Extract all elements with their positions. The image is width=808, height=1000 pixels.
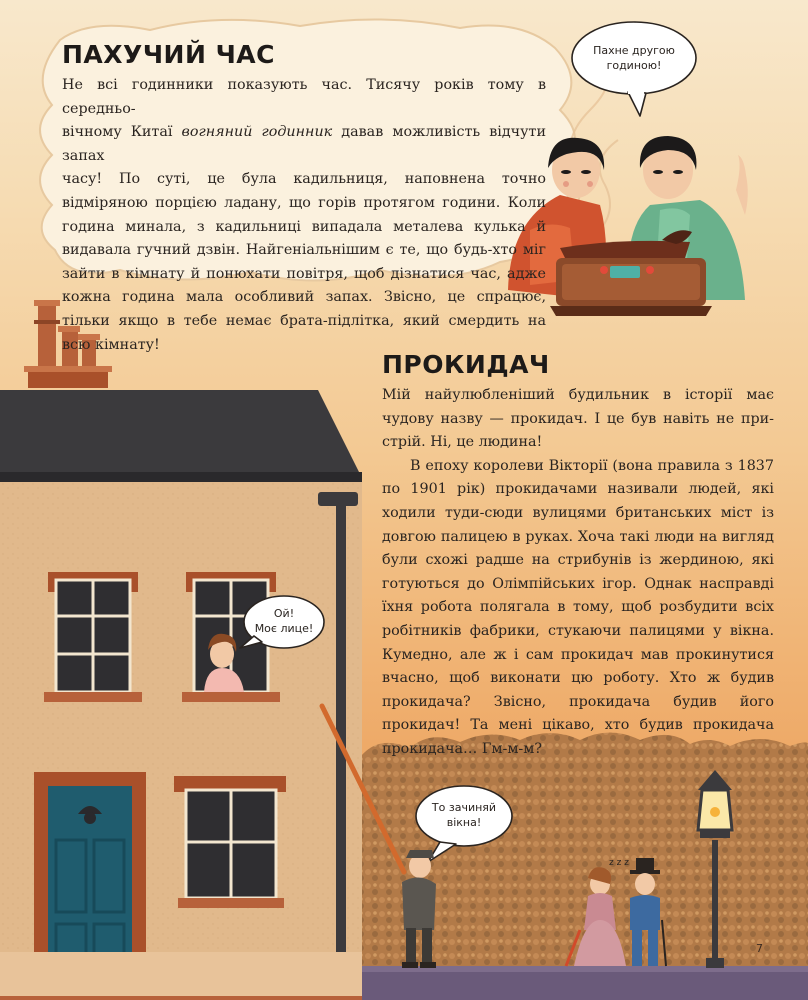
bubble-window-text (248, 606, 320, 636)
roof (0, 390, 362, 478)
knocker-up-para1: Мій найулюбленіший будильник в історії має чудову назву — прокидач. І це був навіть не пристрій. Ні, це людина! (382, 387, 774, 451)
smelly-time-line2 (62, 121, 546, 168)
smelly-time-italic: вогняний годинник (181, 124, 333, 141)
section-text-knocker-up (382, 384, 774, 762)
sleep-zzz: z z z (609, 858, 629, 868)
pavement (362, 970, 808, 1000)
page-number: 7 (756, 942, 763, 955)
smelly-time-line1: Не всі годинники показують час. Тисячу років тому в середньо- (62, 77, 546, 117)
knocker-up-para2: В епоху королеви Вікторії (вона правила з 1837 по 1901 рік) прокидачами називали людей, які ходили туди-сюди вулицями британських міст із довгою палицею в руках. Хоча такі люди на вигляд були схожі радше на стрибунів із жердиною, які готуються до Олімпійських ігор. Однак насправді їхня робота полягала в тому, щоб розбудити всіх робітників фабрики, стукаючи палицями у вікна. Кумедно, але ж і сам прокидач мав прокинутися вчасно, щоб виконати цю роботу. Хто ж будив прокидача? Звісно, прокидача будив його прокидач! Та мені цікаво, хто будив прокидача прокидача… Гм-м-м? (382, 457, 774, 757)
bubble-smell-line2: годиною! (606, 59, 662, 72)
bubble-smell-text (582, 43, 686, 73)
section-title-knocker-up: ПРОКИДАЧ (382, 350, 550, 379)
bubble-street-text (420, 800, 508, 830)
bubble-smell-line1: Пахне другою (593, 44, 675, 57)
bubble-window-line1: Ой! (273, 607, 295, 620)
smelly-time-line2-start: вічному Китаї (62, 124, 182, 141)
section-title-smelly-time: ПАХУЧИЙ ЧАС (62, 40, 275, 69)
window-lower (174, 776, 286, 908)
smelly-time-rest: часу! По суті, це була кадильниця, наповнена точно відміряною порцією ладану, що горів протягом години. Коли година минала, з кадильниці випадала металева кулька й видавала гучний дзвін. Найгеніальнішим є те, що будь-хто міг зайти в кімнату й понюхати повітря, щоб дізнатися час, адже кожна година мала особливий запах. Звісно, це спрацює, тільки якщо в тебе немає брата-підлітка, який смердить на всю кімнату! (62, 171, 546, 353)
bubble-street-line2: вікна! (446, 816, 482, 829)
smelly-time-line2-end: давав можливість відчути запах (62, 124, 546, 164)
section-text-smelly-time (62, 74, 546, 357)
bubble-window-line2: Моє лице! (254, 622, 314, 635)
bubble-street-line1: То зачиняй (431, 801, 497, 814)
window-upper-left (44, 572, 142, 702)
